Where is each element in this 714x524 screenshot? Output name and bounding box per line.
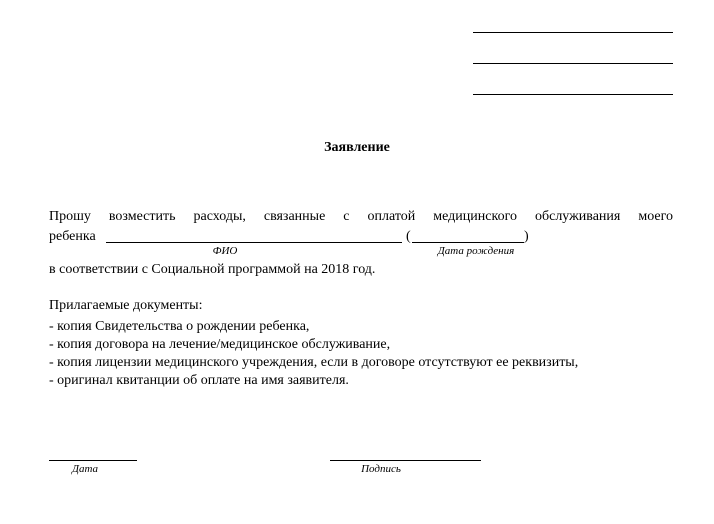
signature-blank-line	[330, 460, 481, 461]
birth-date-caption: Дата рождения	[437, 245, 515, 257]
header-blank-line-3	[473, 94, 673, 95]
request-line-1: Прошу возместить расходы, связанные с оплатой медицинского обслуживания моего	[49, 209, 673, 224]
date-blank-line	[49, 460, 137, 461]
header-blank-line-2	[473, 63, 673, 64]
attachment-item: - копия договора на лечение/медицинское обслуживание,	[49, 337, 391, 352]
attachments-heading: Прилагаемые документы:	[49, 298, 203, 313]
fio-blank-line	[106, 242, 402, 243]
attachment-item: - копия Свидетельства о рождении ребенка,	[49, 319, 310, 334]
header-blank-line-1	[473, 32, 673, 33]
birth-date-blank-line	[412, 242, 524, 243]
fio-caption: ФИО	[212, 245, 238, 257]
program-line: в соответствии с Социальной программой на 2018 год.	[49, 262, 376, 277]
signature-caption: Подпись	[361, 463, 401, 475]
attachment-item: - копия лицензии медицинского учреждения, если в договоре отсутствуют ее реквизиты,	[49, 355, 579, 370]
paren-open: (	[406, 229, 411, 244]
attachment-item: - оригинал квитанции об оплате на имя заявителя.	[49, 373, 349, 388]
request-line-2-prefix: ребенка	[49, 229, 96, 244]
date-caption: Дата	[71, 463, 99, 475]
paren-close: )	[524, 229, 529, 244]
document-title: Заявление	[324, 140, 390, 155]
